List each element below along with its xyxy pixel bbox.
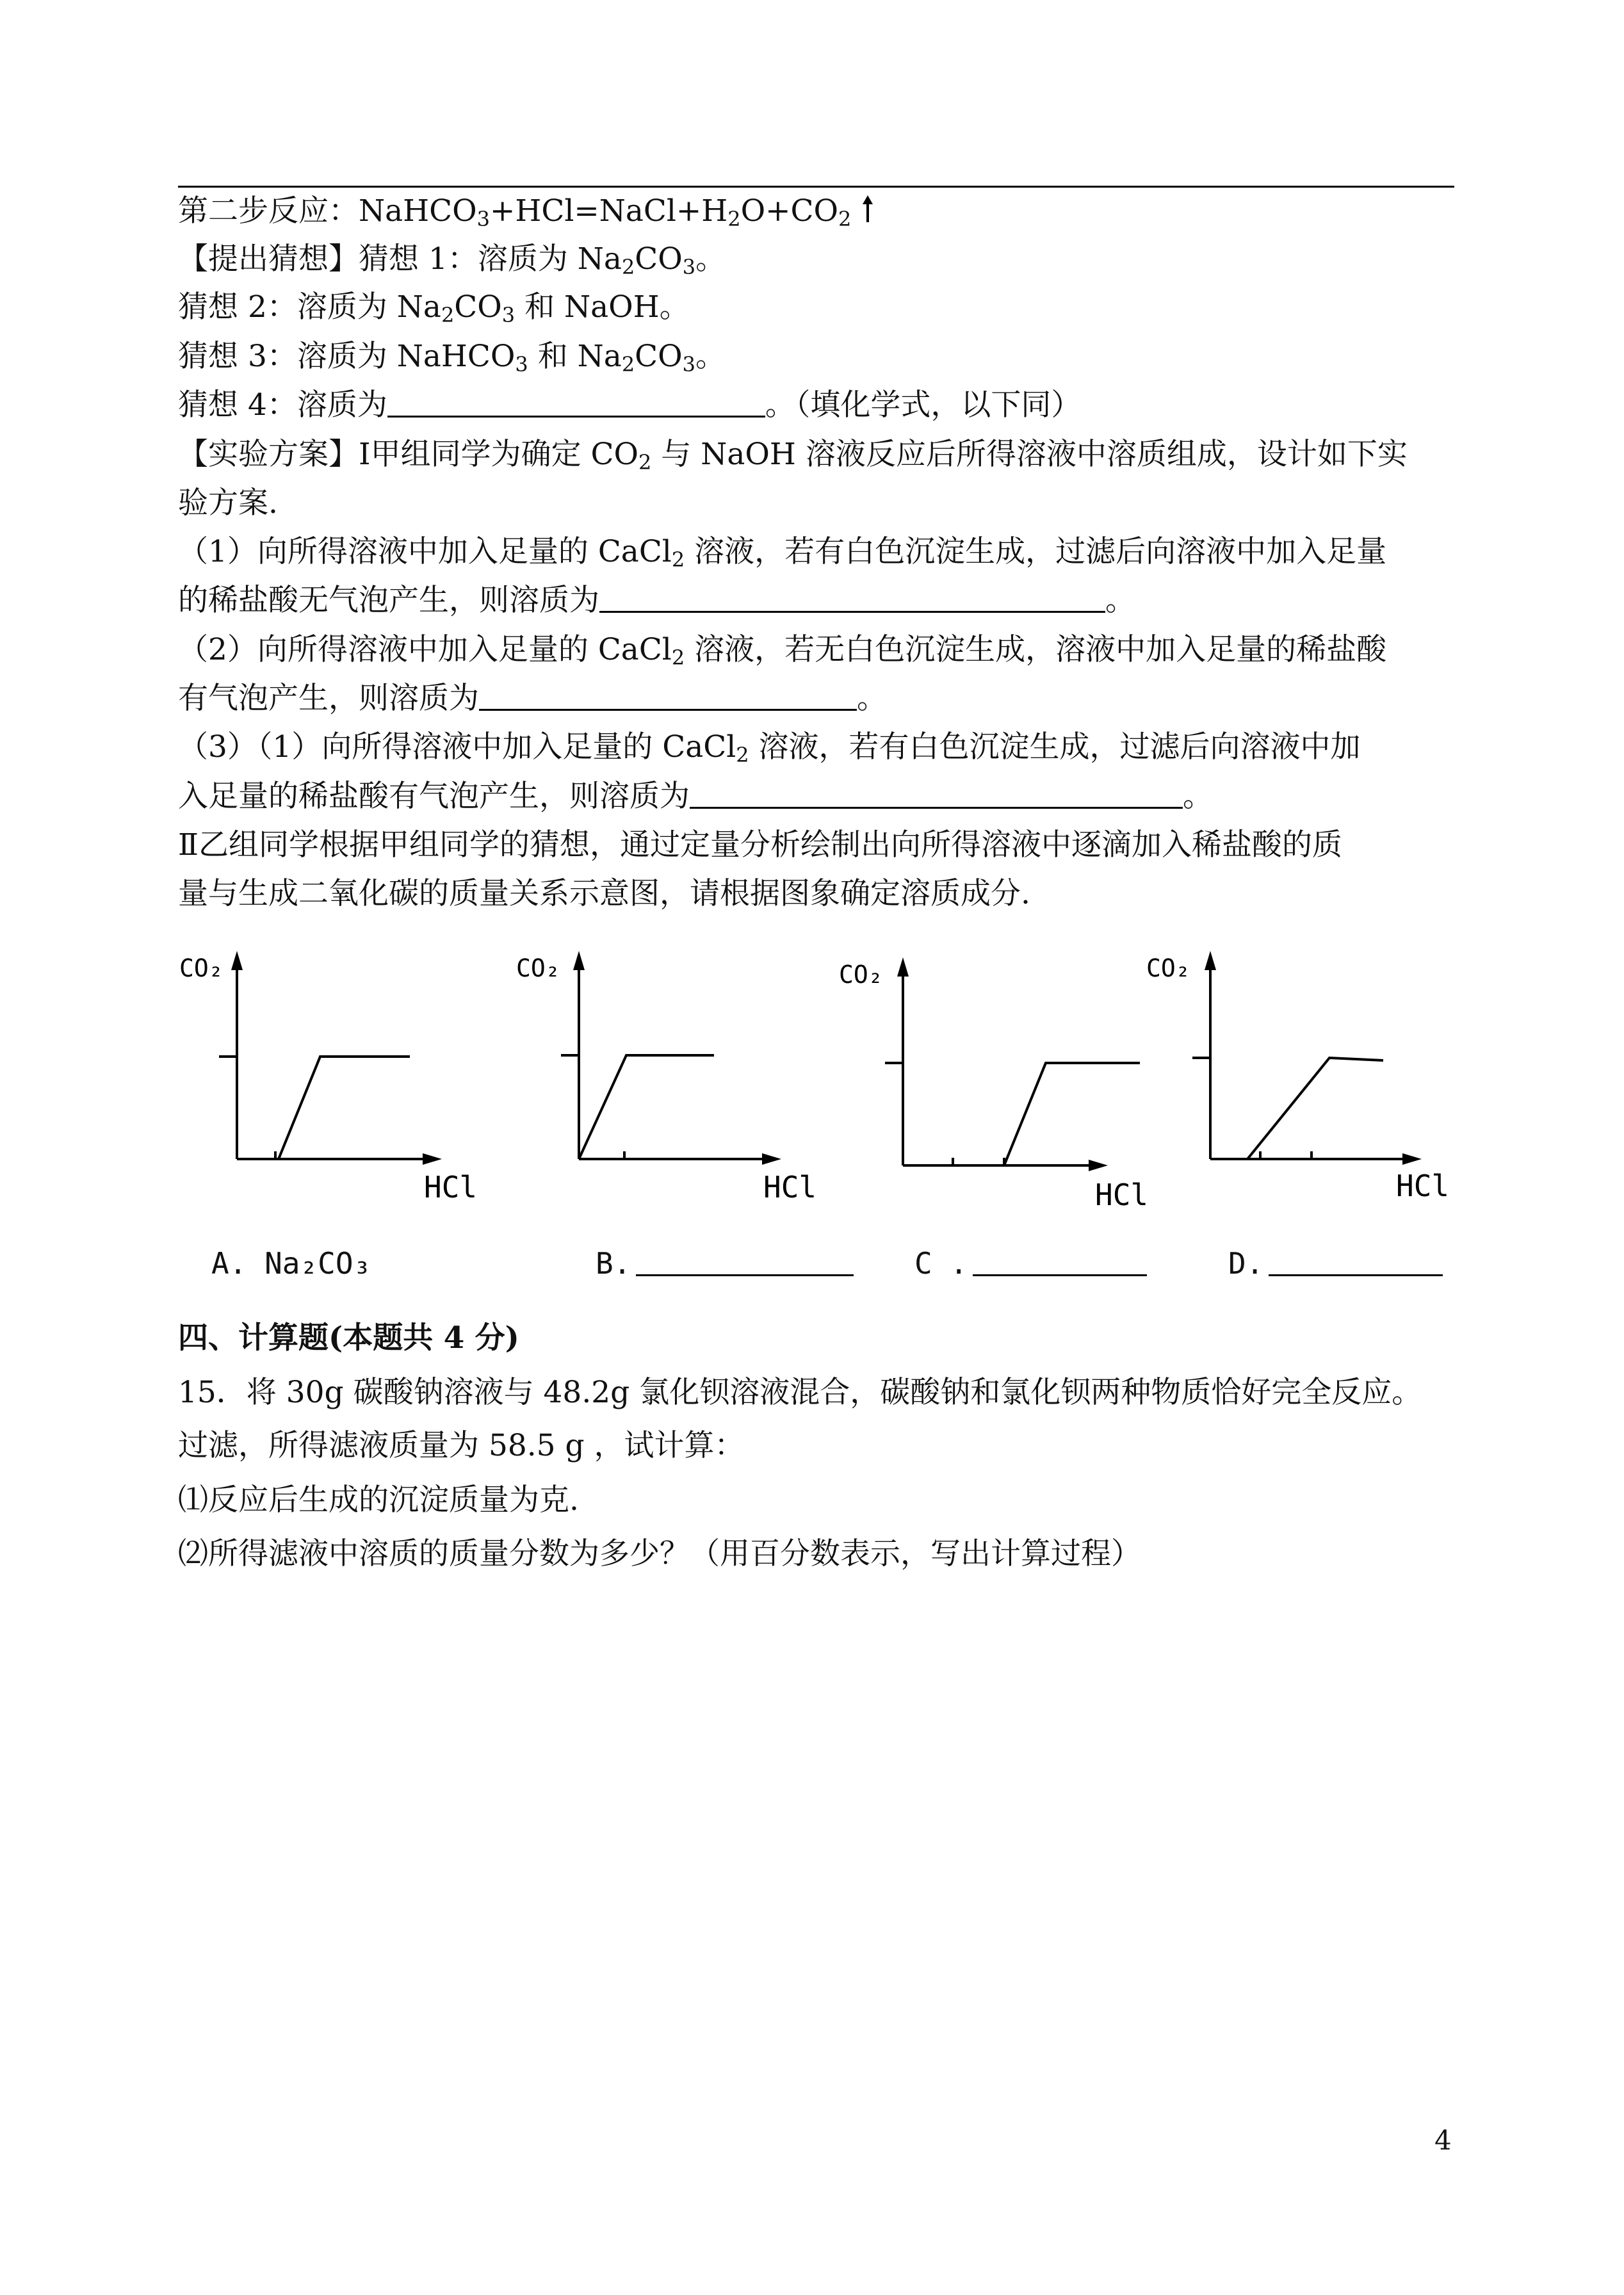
plan-2-blank[interactable] <box>479 679 857 711</box>
plan-2: （2）向所得溶液中加入足量的 CaCl$_2$ 溶液，若无白色沉淀生成，溶液中加入足量的稀盐酸 <box>178 632 1387 670</box>
plan-2-cont: 有气泡产生，则溶质为 。 <box>178 681 887 716</box>
step2-reaction: 第二步反应：$NaHCO_3+HCl=NaCl+H_2O+CO_2$ <box>178 192 875 231</box>
plan-intro-cont: 验方案. <box>178 485 278 521</box>
graph-d-x-label: HCl <box>1396 1169 1450 1203</box>
page-number: 4 <box>1434 2125 1452 2156</box>
guess-3: 猜想 3：溶质为 NaHCO$_3$ 和 $Na_2CO_3$。 <box>178 339 726 377</box>
graph-b-y-label: CO₂ <box>516 954 560 982</box>
option-a: A. Na₂CO₃ <box>211 1246 371 1281</box>
graph-c-svg <box>832 954 1149 1223</box>
graph-d-svg <box>1140 948 1460 1217</box>
question-15-cont: 过滤，所得滤液质量为 58.5 g ，试计算： <box>178 1428 745 1463</box>
option-c: C . <box>914 1246 1147 1281</box>
section-4-title: 四、计算题(本题共 4 分) <box>178 1320 519 1356</box>
plan-3-cont: 入足量的稀盐酸有气泡产生，则溶质为 。 <box>178 779 1213 814</box>
header-rule <box>178 186 1454 188</box>
question-15-part-2: ⑵所得滤液中溶质的质量分数为多少？（用百分数表示，写出计算过程） <box>178 1536 1141 1571</box>
graph-b-x-label: HCl <box>763 1170 817 1204</box>
guess-4: 猜想 4：溶质为 。（填化学式，以下同） <box>178 387 1082 423</box>
graph-b <box>512 948 817 1219</box>
graph-c-y-label: CO₂ <box>839 961 883 989</box>
graph-c <box>832 954 1149 1226</box>
graph-a-x-label: HCl <box>424 1170 478 1204</box>
guess-4-blank[interactable] <box>387 386 765 418</box>
plan-1-blank[interactable] <box>599 581 1105 613</box>
graph-a <box>173 948 478 1219</box>
graph-d <box>1140 948 1460 1219</box>
plan-3-blank[interactable] <box>690 777 1183 809</box>
option-d: D. <box>1228 1246 1443 1281</box>
option-c-blank[interactable] <box>973 1249 1147 1276</box>
plan-1: （1）向所得溶液中加入足量的 CaCl$_2$ 溶液，若有白色沉淀生成，过滤后向溶液中加入足量 <box>178 534 1387 572</box>
question-15: 15．将 30g 碳酸钠溶液与 48.2g 氯化钡溶液混合，碳酸钠和氯化钡两种物质恰好完全反应。 <box>178 1375 1422 1410</box>
guess-2: 猜想 2：溶质为 $Na_2CO_3$ 和 NaOH。 <box>178 289 690 327</box>
part-ii-cont: 量与生成二氧化碳的质量关系示意图，请根据图象确定溶质成分. <box>178 876 1030 911</box>
graph-b-svg <box>512 948 817 1217</box>
question-15-part-1: ⑴反应后生成的沉淀质量为克. <box>178 1482 579 1518</box>
plan-3: （3）（1）向所得溶液中加入足量的 CaCl$_2$ 溶液，若有白色沉淀生成，过滤后向溶液中加 <box>178 729 1361 767</box>
graph-d-y-label: CO₂ <box>1146 954 1190 982</box>
gas-arrow-icon <box>861 195 875 223</box>
graph-a-y-label: CO₂ <box>179 954 223 982</box>
plan-1-cont: 的稀盐酸无气泡产生，则溶质为 。 <box>178 583 1135 618</box>
option-d-blank[interactable] <box>1269 1249 1443 1276</box>
option-b-blank[interactable] <box>636 1249 854 1276</box>
option-b: B. <box>596 1246 854 1281</box>
guess-1: 【提出猜想】猜想 1：溶质为 $Na_2CO_3$。 <box>178 241 726 279</box>
plan-intro: 【实验方案】Ⅰ甲组同学为确定 $CO_2$ 与 NaOH 溶液反应后所得溶液中溶质组成，设计如下实 <box>178 437 1408 474</box>
graph-c-x-label: HCl <box>1095 1178 1149 1212</box>
graph-a-svg <box>173 948 478 1217</box>
part-ii: Ⅱ乙组同学根据甲组同学的猜想，通过定量分析绘制出向所得溶液中逐滴加入稀盐酸的质 <box>178 827 1342 863</box>
